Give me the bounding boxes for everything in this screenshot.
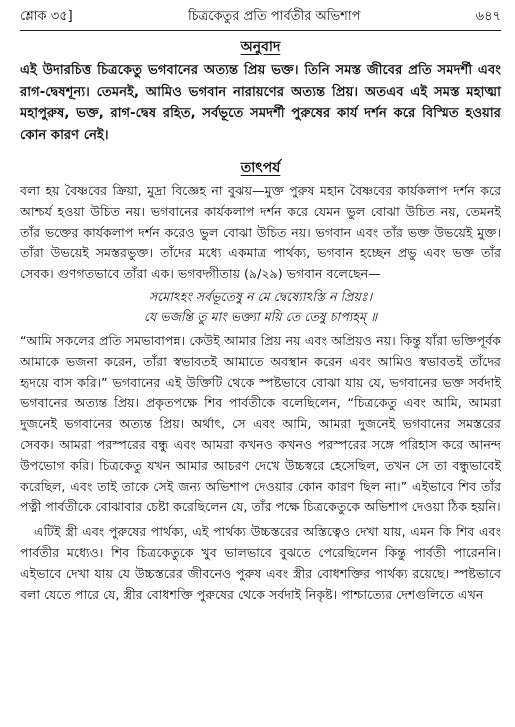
page-number: ৬৪৭: [475, 9, 501, 24]
verse-reference: শ্লোক ৩৫]: [20, 9, 73, 24]
purport-title: তাৎপর্য: [240, 160, 281, 176]
chapter-title: চিত্রকেতুর প্রতি পার্বতীর অভিশাপ: [187, 9, 361, 24]
translation-block: [20, 60, 501, 146]
verse-line-2: যে ভজন্তি তু মাং ভক্ত্যা ময়ি তে তেষু চাপ্যহম্ ॥: [143, 308, 378, 324]
translation-text: এই উদারচিত্ত চিত্রকেতু ভগবানের অত্যন্ত প্রিয় ভক্ত। তিনি সমস্ত জীবের প্রতি সমদর্শী এবং রাগ-দ্বেষশূন্য। তেমনই, আমিও ভগবান নারায়ণের অত্যন্ত প্রিয়। অতএব এই সমস্ত মহাত্মা মহাপুরুষ, ভক্ত, রাগ-দ্বেষ রহিত, সর্বভূতে সমদর্শী পুরুষের কার্য দর্শন করে বিস্মিত হওয়ার কোন কারণ নেই।: [20, 63, 501, 143]
purport-paragraph-3: এটিই স্ত্রী এবং পুরুষের পার্থক্য, এই পার্থক্য উচ্চস্তরের অস্তিত্বেও দেখা যায়, এমন কি শিব এবং পার্বতীর মধ্যেও। শিব চিত্রকেতুকে খুব ভালভাবে বুঝতে পেরেছিলেন কিন্তু পার্বতী পারেননি। এইভাবে দেখা যায় যে উচ্চস্তরের জীবনেও পুরুষ এবং স্ত্রীর বোধশক্তির পার্থক্য রয়েছে। স্পষ্টভাবে বলা যেতে পারে যে, স্ত্রীর বোধশক্তি পুরুষের থেকে সর্বদাই নিকৃষ্ট। পাশ্চাত্যের দেশগুলিতে এখন: [20, 524, 501, 602]
purport-paragraph-2: “আমি সকলের প্রতি সমভাবাপন্ন। কেউই আমার প্রিয় নয় এবং অপ্রিয়ও নয়। কিন্তু যাঁরা ভক্তিপূর্বক আমাকে ভজনা করেন, তাঁরা স্বভাবতই আমাতে অবস্থান করেন এবং আমিও স্বভাবতই তাঁদের হৃদয়ে বাস করি।” ভগবানের এই উক্তিটি থেকে স্পষ্টভাবে বোঝা যায় যে, ভগবানের ভক্ত সর্বদাই ভগবানের অত্যন্ত প্রিয়। প্রকৃতপক্ষে শিব পার্বতীকে বলেছিলেন, “চিত্রকেতু এবং আমি, আমরা দুজনেই ভগবানের অত্যন্ত প্রিয়। অর্থাৎ, সে এবং আমি, আমরা দুজনেই ভগবানের সমস্তরের সেবক। আমরা পরস্পরের বন্ধু এবং আমরা কখনও কখনও পরস্পরের সঙ্গে পরিহাস করে আনন্দ উপভোগ করি। চিত্রকেতু যখন আমার আচরণ দেখে উচ্চস্বরে হেসেছিল, তখন সে তা বন্ধুভাবেই করেছিল, এবং তাই তাকে সেই জন্য অভিশাপ দেওয়ার কোন কারণ ছিল না।” এইভাবে শিব তাঁর পত্নী পার্বতীকে বোঝাবার চেষ্টা করেছিলেন যে, তাঁর পক্ষে চিত্রকেতুকে অভিশাপ দেওয়া ঠিক হয়নি।: [20, 332, 501, 515]
verse-line-1: সমোঽহং সর্বভূতেষু ন মে দ্বেষ্যোঽস্তি ন প্রিয়ঃ।: [148, 288, 373, 304]
purport-paragraph-1: বলা হয় বৈষ্ণবের ক্রিয়া, মুদ্রা বিজ্ঞেহ না বুঝয়—মুক্ত পুরুষ মহান বৈষ্ণবের কার্যকলাপ দর্শন করে আশ্চর্য হওয়া উচিত নয়। ভগবানের কার্যকলাপ দর্শন করে যেমন ভুল বোঝা উচিত নয়, তেমনই তাঁর ভক্তের কার্যকলাপ দর্শন করেও ভুল বোঝা উচিত নয়। ভগবান এবং তাঁর ভক্ত উভয়েই মুক্ত। তাঁরা উভয়েই সমস্তরভুক্ত। তাঁদের মধ্যে একমাত্র পার্থক্য, ভগবান হচ্ছেন প্রভু এবং ভক্ত তাঁর সেবক। গুণগতভাবে তাঁরা এক। ভগবদ্গীতায় (৯/২৯) ভগবান বলেছেন—: [20, 183, 501, 282]
running-header: [20, 6, 501, 28]
quoted-verse: [20, 287, 501, 327]
purport-block: [20, 181, 501, 605]
header-rule: [20, 30, 501, 31]
translation-title: অনুবাদ: [240, 39, 281, 55]
